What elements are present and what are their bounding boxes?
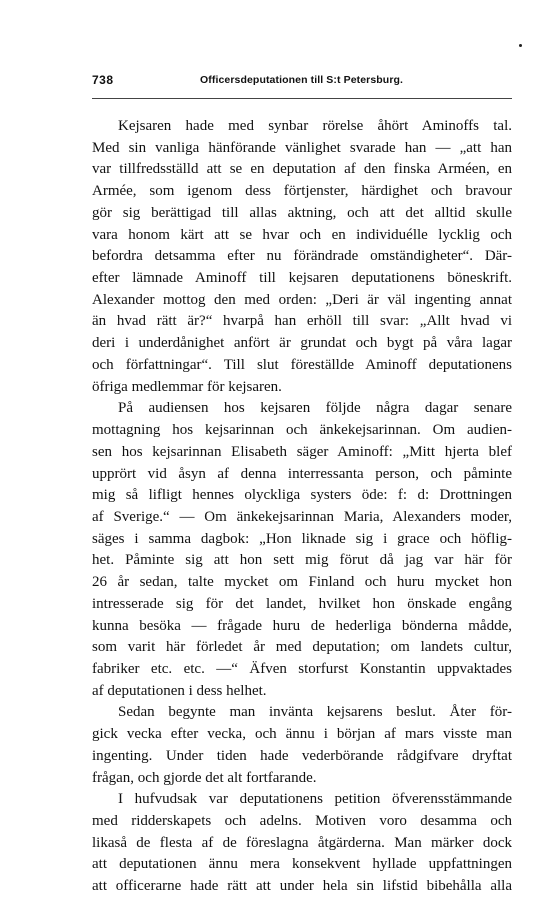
text-line: sen hos kejsarinnan Elisabeth säger Aminoff: „Mitt hjerta blef [92, 443, 512, 460]
text-line: I hufvudsak var deputationens petition öfverensstämmande [118, 791, 512, 808]
running-head: Officersdeputationen till S:t Petersburg. [200, 74, 404, 86]
text-line: gör sig berättigad till allas aktning, och att det alltid skulle [92, 204, 512, 221]
text-line: fabriker etc. etc. —“ Äfven storfurst Konstantin uppvaktades [92, 660, 512, 677]
text-line: af Sverige.“ — Om änkekejsarinnan Maria, Alexanders moder, [92, 508, 512, 525]
text-line: mottagning hos kejsarinnan och änkekejsarinnan. Om audien- [92, 422, 512, 439]
text-line: med ridderskapets och adelns. Motiven voro desamma och [92, 813, 512, 829]
page-header [92, 73, 512, 93]
text-line: gick vecka efter vecka, och ännu i början af mars visste man [92, 726, 512, 743]
text-line: intresserade sig för det landet, hvilket hon önskade engång [92, 595, 512, 612]
text-line: upprört vid åsyn af denna interressanta person, och påminte [92, 465, 512, 482]
text-line: efter lämnade Aminoff till kejsaren deputationens böneskrift. [92, 270, 512, 287]
margin-dot [519, 44, 522, 47]
text-line: Armée, som igenom dess förtjenster, härdighet och bravour [92, 183, 512, 200]
text-line: 26 år sedan, talte mycket om Finland och huru mycket hon [92, 574, 512, 591]
text-line: af deputationen i dess helhet. [92, 682, 267, 699]
text-line: deri i underdånighet anfört är grundat och bygt på våra lagar [92, 335, 512, 352]
text-line: var tillfredsställd att se en deputation af den finska Arméen, en [92, 161, 512, 178]
body-text [92, 116, 512, 898]
text-line: frågan, och gjorde det alt fortfarande. [92, 769, 317, 786]
text-line: vara honom kärt att se hvar och en individuélle lycklig och [92, 226, 512, 243]
text-line: mig så lifligt hennes olyckliga systers öde: f: d: Drottningen [92, 487, 512, 504]
text-line: säges i samma dagbok: „Hon liknade sig i grace och höflig- [92, 530, 512, 547]
text-line: På audiensen hos kejsaren följde några dagar senare [118, 400, 512, 417]
text-line: kunna besöka — frågade huru de hederliga bönderna mådde, [92, 617, 512, 634]
text-line: Alexander mottog den med orden: „Deri är väl ingenting annat [92, 291, 512, 308]
text-line: och författningar“. Till slut föreställde Aminoff deputationens [92, 356, 512, 373]
text-line: att deputationen ännu mera konsekvent hyllade uppfattningen [92, 856, 512, 873]
text-line: het. Påminte sig att hon sett mig förut då jag var här för [92, 552, 512, 569]
text-line: ingenting. Under tiden hade vederbörande rådgifvare dryftat [92, 747, 512, 764]
text-line: likaså de flesta af de föreslagna åtgärderna. Man märker dock [92, 834, 512, 851]
text-line: befordra detsamma efter nu förändrade omständigheter“. Där- [92, 248, 512, 265]
page-number: 738 [92, 73, 114, 87]
header-rule [92, 98, 512, 99]
text-line: som varit här förledet år med deputation; om landets cultur, [92, 639, 512, 656]
text-line: än hvad rätt är?“ hvarpå han erhöll till svar: „Allt hvad vi [92, 313, 512, 330]
text-line: att officerarne hade rätt att under hela sin lifstid bibehålla alla [92, 878, 512, 895]
text-line: öfriga medlemmar för kejsaren. [92, 378, 282, 395]
text-line: Med sin vanliga hänförande vänlighet svarade han — „att han [92, 139, 512, 156]
text-line: Sedan begynte man invänta kejsarens beslut. Åter för- [118, 704, 512, 721]
text-line: Kejsaren hade med synbar rörelse åhört Aminoffs tal. [118, 118, 512, 134]
